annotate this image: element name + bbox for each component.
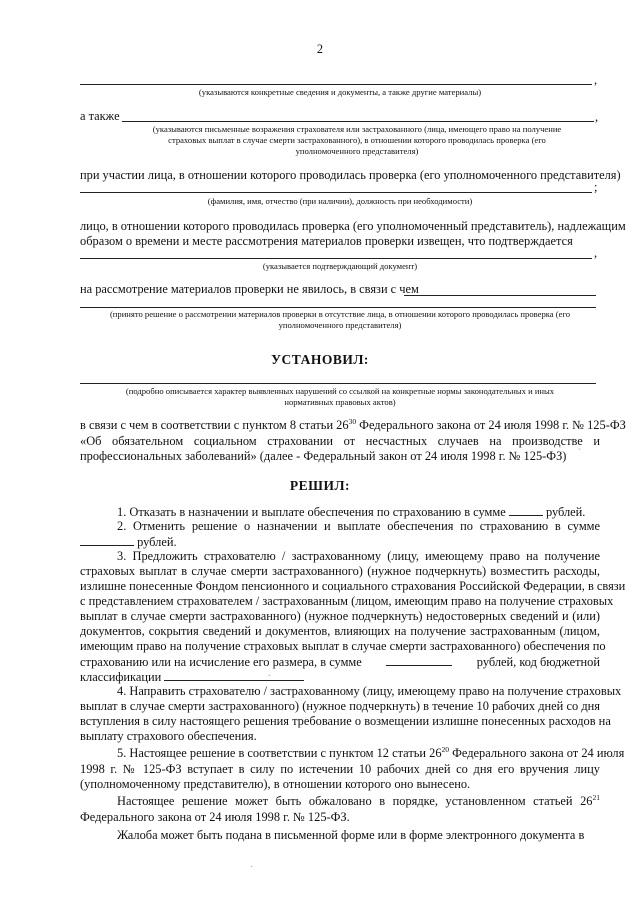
fill-line: [80, 192, 592, 193]
section-heading-decided: РЕШИЛ:: [289, 478, 351, 493]
field-caption: (принято решение о рассмотрении материалов проверки в отсутствие лица, в отношении которого проводилась проверка (его: [109, 309, 571, 319]
absence-text: на рассмотрение материалов проверки не явилось, в связи с чем: [80, 282, 419, 296]
decision-item-3-line: излишне понесенные Фондом пенсионного и социального страхования Российской Федерации, в связи: [80, 579, 626, 593]
amount-blank: [80, 534, 134, 546]
decision-item-2: 2. Отменить решение о назначении и выплате обеспечения по страхованию в сумме: [117, 519, 600, 533]
appeal-line: Федерального закона от 24 июля 1998 г. № 125-ФЗ.: [80, 810, 350, 824]
line-end-mark: ,: [595, 110, 599, 124]
decision-item-3-line: 3. Предложить страхователю / застрахованному (лицу, имеющему право на получение: [117, 549, 600, 563]
decision-item-2-cont: рублей.: [80, 534, 177, 551]
decision-item-4-line: выплату страхового обеспечения.: [80, 729, 257, 743]
decision-item-4-line: вступления в силу настоящего решения требование о возмещении излишне понесенных расходов на: [80, 714, 611, 728]
field-caption: (подробно описывается характер выявленных нарушений со ссылкой на конкретные нормы законодательных и иных: [125, 386, 555, 396]
decision-item-3-line: страхованию или на исчисление его размера, в сумме рублей, код бюджетной: [80, 655, 600, 669]
decision-item-4-line: 4. Направить страхователю / застрахованному (лицу, имеющему право на получение страховых: [117, 684, 622, 698]
line-end-mark: ,: [594, 73, 598, 87]
decision-item-5-line: (уполномоченному представителю), в отношении которого оно вынесено.: [80, 777, 471, 791]
decision-item-3-line: документов, сокрытия сведений и документов, влияющих на получение застрахованным (лицом,: [80, 624, 600, 638]
decision-item-3-line: классификации: [80, 669, 304, 686]
amount-blank: [509, 504, 543, 516]
decision-item-1: 1. Отказать в назначении и выплате обеспечения по страхованию в сумме рублей.: [117, 505, 586, 519]
complaint-line: Жалоба может быть подана в письменной форме или в форме электронного документа в: [117, 828, 585, 842]
page-number: 2: [316, 42, 324, 56]
decision-item-3-line: выплат в случае смерти застрахованного) (нужное подчеркнуть) недостоверных сведений и (или): [80, 609, 600, 623]
notice-text-line: образом о времени и месте рассмотрения материалов проверки извещен, что подтверждается: [80, 234, 573, 248]
decision-item-4-line: выплат в случае смерти застрахованного) (нужное подчеркнуть) в течение 10 рабочих дней со дня: [80, 699, 600, 713]
section-heading-established: УСТАНОВИЛ:: [271, 352, 369, 367]
line-end-mark: ;: [594, 180, 598, 194]
field-caption: нормативных правовых актов): [284, 397, 396, 407]
fill-line: [122, 121, 594, 122]
decision-item-3-line: имеющим право на получение страховых выплат в случае смерти застрахованного) обеспечения по: [80, 639, 606, 653]
appeal-line: Настоящее решение может быть обжаловано в порядке, установленном статьей $26^{21}$: [117, 792, 600, 808]
established-paragraph-line: «Об обязательном социальном страховании от несчастных случаев на производстве и: [80, 434, 600, 448]
budget-code-blank: [164, 669, 304, 681]
decision-item-5-line: 1998 г. № 125-ФЗ вступает в силу по истечении 10 рабочих дней со дня его вручения лицу: [80, 762, 600, 776]
decision-item-3-line: страховых выплат в случае смерти застрахованного) (нужное подчеркнуть) возместить расходы,: [80, 564, 600, 578]
notice-text-line: лицо, в отношении которого проводилась проверка (его уполномоченный представитель), надлежащим: [80, 219, 626, 233]
field-caption: (указывается подтверждающий документ): [262, 261, 418, 271]
decision-item-5-line: 5. Настоящее решение в соответствии с пунктом 12 статьи $26^{20}$ Федерального закона от 24 июля: [117, 744, 625, 760]
field-caption: уполномоченного представителя): [295, 146, 419, 156]
scan-mark: ·: [250, 862, 254, 873]
fill-line: [80, 258, 592, 259]
field-caption: (фамилия, имя, отчество (при наличии), должность при необходимости): [207, 196, 473, 206]
fill-line: [80, 383, 596, 384]
field-caption: (указываются конкретные сведения и документы, а также другие материалы): [198, 87, 482, 97]
fill-line: [80, 307, 596, 308]
fill-line: [80, 84, 592, 85]
lead-text: а также: [80, 109, 120, 123]
field-caption: (указываются письменные возражения страхователя или застрахованного (лица, имеющего право на получение: [152, 124, 562, 134]
scan-mark: .: [268, 668, 271, 679]
established-paragraph-line: профессиональных заболеваний» (далее - Федеральный закон от 24 июля 1998 г. № 125-ФЗ): [80, 449, 567, 463]
scan-mark: ˋ: [578, 448, 582, 459]
fill-line: [404, 295, 596, 296]
field-caption: уполномоченного представителя): [278, 320, 402, 330]
line-end-mark: ,: [594, 246, 598, 260]
decision-item-3-line: с представлением страхователем / застрахованным (лицом, имеющим право на получение страховых: [80, 594, 614, 608]
field-caption: страховых выплат в случае смерти застрахованного), в отношении которого проводилась проверка (его: [168, 135, 546, 145]
participation-text: при участии лица, в отношении которого проводилась проверка (его уполномоченного представителя): [80, 168, 621, 182]
established-paragraph-line: в связи с чем в соответствии с пунктом 8 статьи $26^{30}$ Федерального закона от 24 июля 1998 г. № 125-ФЗ: [80, 416, 626, 432]
amount-blank: [386, 654, 452, 666]
